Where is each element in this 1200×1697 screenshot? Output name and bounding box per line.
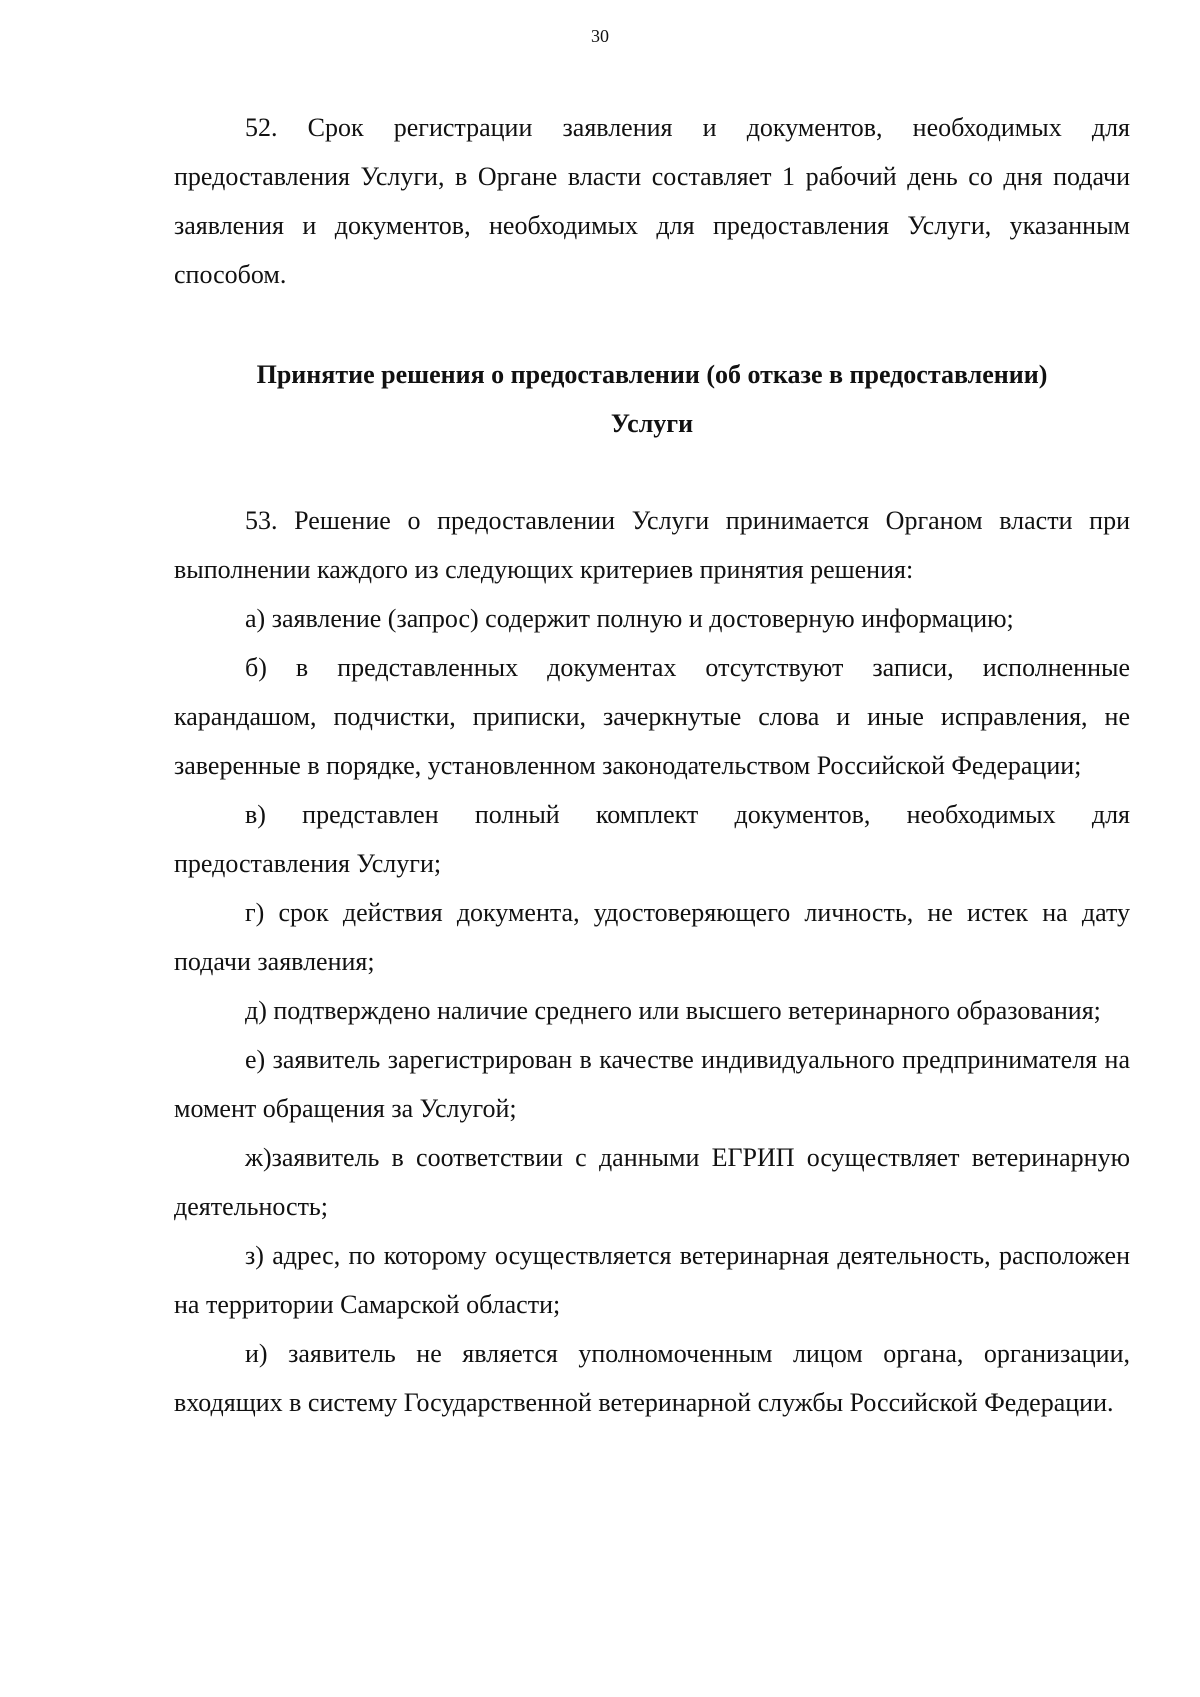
criterion-item-a: а) заявление (запрос) содержит полную и достоверную информацию; bbox=[245, 604, 1014, 633]
page-number: 30 bbox=[591, 26, 609, 46]
criterion-item-z: з) адрес, по которому осуществляется ветеринарная деятельность, расположен на территории Самарской области; bbox=[174, 1241, 1130, 1319]
paragraph-53: 53. Решение о предоставлении Услуги принимается Органом власти при выполнении каждого из следующих критериев принятия решения: bbox=[174, 506, 1130, 584]
section-heading-line-1: Принятие решения о предоставлении (об отказе в предоставлении) bbox=[256, 360, 1048, 389]
criterion-item-e: е) заявитель зарегистрирован в качестве индивидуального предпринимателя на момент обращения за Услугой; bbox=[174, 1045, 1130, 1123]
criterion-item-b: б) в представленных документах отсутствуют записи, исполненные карандашом, подчистки, приписки, зачеркнутые слова и иные исправления, не заверенные в порядке, установленном законодательством Российской Федерации; bbox=[174, 653, 1130, 780]
criterion-item-g: г) срок действия документа, удостоверяющего личность, не истек на дату подачи заявления; bbox=[174, 898, 1130, 976]
criterion-item-i: и) заявитель не является уполномоченным лицом органа, организации, входящих в систему Государственной ветеринарной службы Российской Федерации. bbox=[174, 1339, 1130, 1417]
criterion-item-zh: ж)заявитель в соответствии с данными ЕГРИП осуществляет ветеринарную деятельность; bbox=[174, 1143, 1130, 1221]
paragraph-52: 52. Срок регистрации заявления и документов, необходимых для предоставления Услуги, в Органе власти составляет 1 рабочий день со дня подачи заявления и документов, необходимых для предоставления Услуги, указанным способом. bbox=[174, 113, 1130, 289]
section-heading bbox=[174, 350, 1130, 448]
section-heading-line-2: Услуги bbox=[610, 409, 694, 438]
document-body bbox=[174, 103, 1130, 1427]
criterion-item-d: д) подтверждено наличие среднего или высшего ветеринарного образования; bbox=[245, 996, 1101, 1025]
criterion-item-v: в) представлен полный комплект документов, необходимых для предоставления Услуги; bbox=[174, 800, 1130, 878]
